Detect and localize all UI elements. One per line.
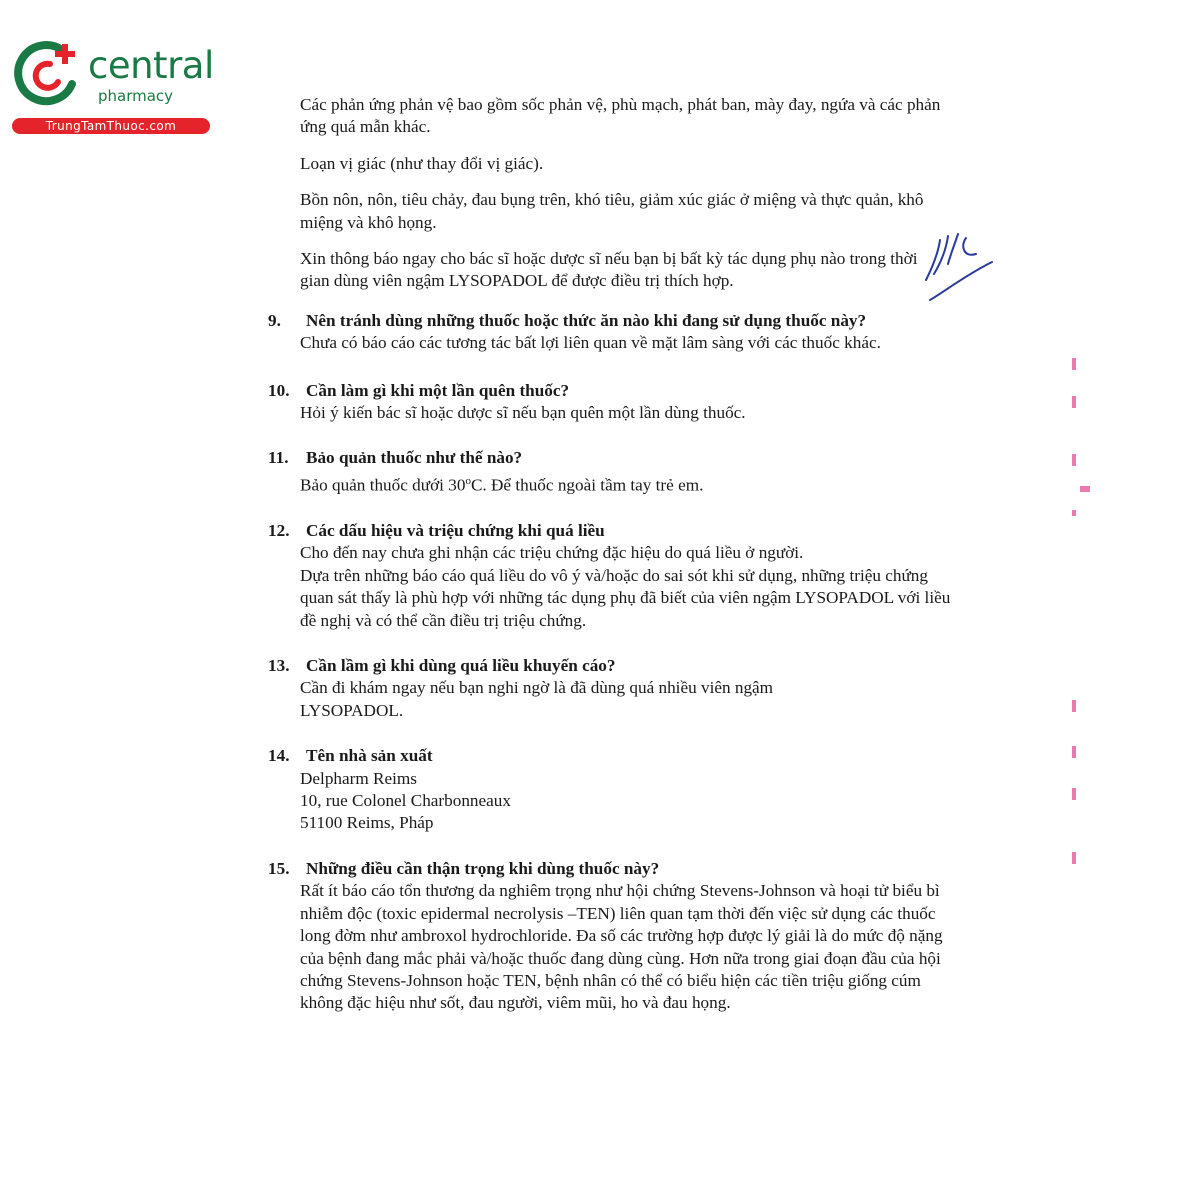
section-number: 14. [268,746,290,766]
section-11-title [268,447,958,469]
section-title-text: Các dấu hiệu và triệu chứng khi quá liều [306,521,605,541]
brand-logo [10,38,215,136]
brand-name: central [88,44,214,87]
manufacturer-city: 51100 Reims, Pháp [300,813,434,833]
section-number: 13. [268,656,290,676]
section-11 [268,447,958,497]
storage-text-pre: Bảo quản thuốc dưới 30 [300,475,466,495]
section-13-title [268,655,958,677]
section-10-title [268,380,958,402]
section-12-body [268,542,958,632]
section-11-body [268,470,958,497]
degree-sup: o [465,474,471,487]
section-number: 12. [268,521,290,541]
section-title-text: Cần lầm gì khi dùng quá liều khuyến cáo? [306,656,616,676]
section-14 [268,745,958,835]
section-15-title [268,858,958,880]
brand-subtitle: pharmacy [98,87,174,105]
section-15-body: Rất ít báo cáo tổn thương da nghiêm trọng như hội chứng Stevens-Johnson và hoại tử biểu bì nhiễm độc (toxic epidermal necrolysis –TEN) liên quan tạm thời đến việc sử dụng các thuốc long đờm như ambroxol hydrochloride. Đa số các trường hợp được lý giải là do mức độ nặng của bệnh đang mắc phải và/hoặc thuốc đang dùng cùng. Hơn nữa trong giai đoạn đầu của hội chứng Stevens-Johnson hoặc TEN, bệnh nhân có thể có biểu hiện các tiền triệu giống cúm không đặc hiệu như sốt, đau người, viêm mũi, ho và đau họng. [300,881,943,1013]
section-9-title [268,310,958,332]
section-14-body [268,768,958,835]
manufacturer-name: Delpharm Reims [300,768,417,788]
section-number: 9. [268,310,281,330]
stamp-marks-decoration [1072,350,1112,890]
document-body [268,94,958,1015]
section-9-body: Chưa có báo cáo các tương tác bất lợi liên quan về mặt lâm sàng với các thuốc khác. [300,333,881,353]
central-pharmacy-logo-icon [10,38,90,110]
section-title-text: Cần làm gì khi một lần quên thuốc? [306,380,570,400]
section-title-text: Những điều cần thận trọng khi dùng thuốc này? [306,858,660,878]
section-number: 15. [268,858,290,878]
intro-paragraph-2: Loạn vị giác (như thay đổi vị giác). [300,153,544,173]
section-9 [268,310,958,355]
section-13 [268,655,958,722]
section-14-title [268,745,958,767]
overdose-text-1: Cho đến nay chưa ghi nhận các triệu chứng đặc hiệu do quá liều ở người. [300,543,804,563]
intro-paragraph-1: Các phản ứng phản vệ bao gồm sốc phản vệ, phù mạch, phát ban, mày đay, ngứa và các phản ứng quá mẫn khác. [300,95,941,137]
storage-text-post: C. Để thuốc ngoài tầm tay trẻ em. [470,475,704,495]
section-15 [268,858,958,1015]
section-title-text: Nên tránh dùng những thuốc hoặc thức ăn nào khi đang sử dụng thuốc này? [306,310,867,330]
overdose-text-2: Dựa trên những báo cáo quá liều do vô ý và/hoặc do sai sót khi sử dụng, những triệu chứng quan sát thấy là phù hợp với những tác dụng phụ đã biết của viên ngậm LYSOPADOL với liều đề nghị và có thể cần điều trị triệu chứng. [300,565,951,630]
section-10 [268,380,958,425]
section-number: 11. [268,448,289,468]
section-13-body: Cần đi khám ngay nếu bạn nghi ngờ là đã dùng quá nhiều viên ngậm LYSOPADOL. [300,678,774,720]
intro-paragraph-4: Xin thông báo ngay cho bác sĩ hoặc dược sĩ nếu bạn bị bất kỳ tác dụng phụ nào trong thời gian dùng viên ngậm LYSOPADOL để được điều trị thích hợp. [300,249,918,291]
section-number: 10. [268,380,290,400]
section-12-title [268,520,958,542]
brand-site-label: TrungTamThuoc.com [12,118,210,134]
section-title-text: Bảo quản thuốc như thế nào? [306,448,523,468]
section-10-body: Hỏi ý kiến bác sĩ hoặc dược sĩ nếu bạn quên một lần dùng thuốc. [300,403,746,423]
section-title-text: Tên nhà sản xuất [306,746,433,766]
manufacturer-street: 10, rue Colonel Charbonneaux [300,791,511,811]
section-12 [268,520,958,632]
intro-paragraph-3: Bồn nôn, nôn, tiêu chảy, đau bụng trên, khó tiêu, giảm xúc giác ở miệng và thực quản, khô miệng và khô họng. [300,190,924,232]
